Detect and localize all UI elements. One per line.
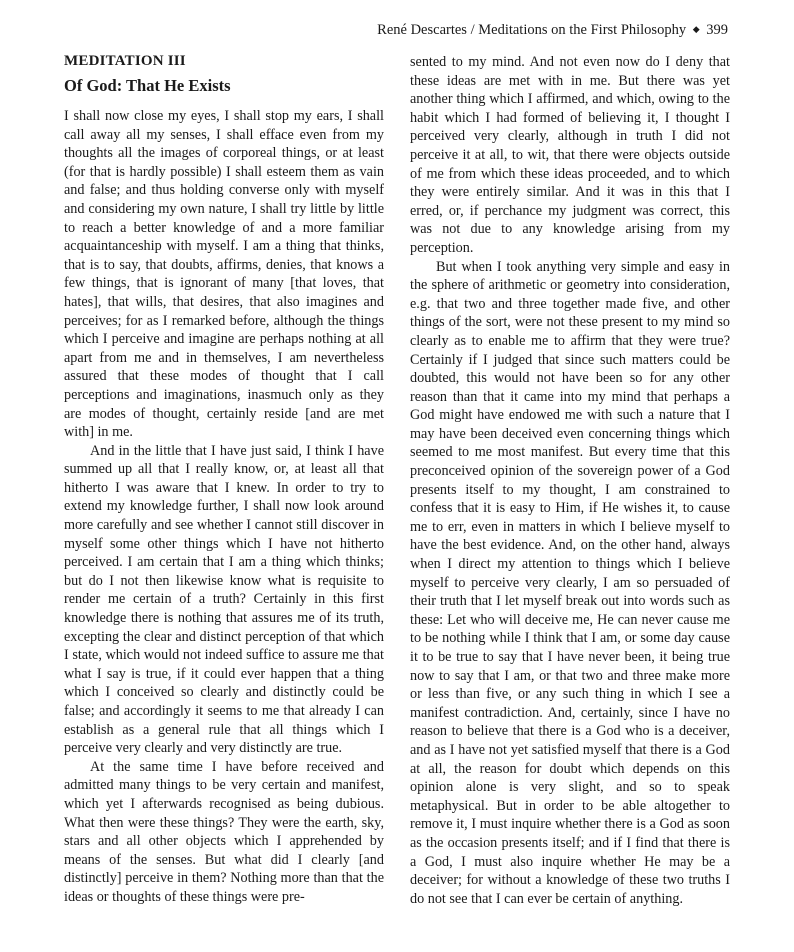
paragraph: sented to my mind. And not even now do I deny that these ideas are met with in me. But there was yet another thing which I affirmed, and which, owing to the habit which I had formed of believing it, I thought I perceived very clearly, although in truth I did not perceive it at all, to wit, that there were objects outside of me from which these ideas proceeded, and to which they were entirely similar. And it was in this that I erred, or, if perchance my judgment was correct, this was not due to any knowledge arising from my perception.: [410, 54, 730, 256]
bullet-icon: ◆: [692, 24, 700, 34]
paragraph: And in the little that I have just said, I think I have summed up all that I really know, or, at least all that hitherto I was aware that I knew. In order to try to extend my knowledge further, I shall now look around more carefully and see whether I cannot still discover in myself some other things which I have not hitherto perceived. I am certain that I am a thing which thinks; but do I not then likewise know what is requisite to render me certain of a truth? Certainly in this first knowledge there is nothing that assures me of its truth, excepting the clear and distinct perception of that which I state, which would not indeed suffice to assure me that what I say is true, if it could ever happen that a thing which I conceived so clearly and distinctly could be false; and accordingly it seems to me that already I can establish as a general rule that all things which I perceive very clearly and very distinctly are true.: [64, 442, 384, 757]
meditation-subheading: Of God: That He Exists: [64, 76, 231, 95]
right-column: [410, 53, 730, 908]
paragraph: I shall now close my eyes, I shall stop my ears, I shall call away all my senses, I shall efface even from my thoughts all the images of corporeal things, or at least (for that is hardly possible) I shall esteem them as vain and false; and thus holding converse only with myself and considering my own nature, I shall try little by little to reach a better knowledge of and a more familiar acquaintanceship with myself. I am a thing that thinks, that is to say, that doubts, affirms, denies, that knows a few things, that is ignorant of many [that loves, that hates], that wills, that desires, that also imagines and perceives; for as I remarked before, although the things which I perceive and imagine are perhaps nothing at all apart from me and in themselves, I am nevertheless assured that these modes of thought that I call perceptions and imaginations, inasmuch only as they are modes of thought, certainly reside [and are met with] in me.: [64, 108, 384, 441]
running-head-author: René Descartes: [377, 22, 467, 38]
running-head-title: Meditations on the First Philosophy: [478, 22, 687, 38]
running-head: [377, 20, 728, 39]
page-number: 399: [706, 22, 728, 38]
left-column: [64, 52, 384, 907]
paragraph: At the same time I have before received and admitted many things to be very certain and manifest, which yet I afterwards recognised as being dubious. What then were these things? They were the earth, sky, stars and all other objects which I apprehended by means of the senses. But what did I clearly [and distinctly] perceive in them? Nothing more than that the ideas or thoughts of these things were pre-: [64, 758, 384, 905]
running-head-separator: /: [470, 22, 475, 38]
meditation-heading: MEDITATION III: [64, 53, 186, 69]
paragraph: But when I took anything very simple and easy in the sphere of arithmetic or geometry into consideration, e.g. that two and three together made five, and other things of the sort, were not these present to my mind so clearly as to enable me to affirm that they were true? Certainly if I judged that since such matters could be doubted, this would not have been so for any other reason than that it came into my mind that perhaps a God might have endowed me with such a nature that I may have been deceived even concerning things which seemed to me most manifest. But every time that this preconceived opinion of the sovereign power of a God presents itself to my thought, I am constrained to confess that it is easy to Him, if He wishes it, to cause me to err, even in matters in which I believe myself to have the best evidence. And, on the other hand, always when I direct my attention to things which I believe myself to perceive very clearly, I am so persuaded of their truth that I let myself break out into words such as these: Let who will deceive me, He can never cause me to be nothing while I think that I am, or some day cause it to be true to say that I have never been, it being true now to say that I am, or that two and three make more or less than five, or any such thing in which I see a manifest contradiction. And, certainly, since I have no reason to believe that there is a God who is a deceiver, and as I have not yet satisfied myself that there is a God at all, the reason for doubt which depends on this opinion alone is very slight, and so to speak metaphysical. But in order to be able altogether to remove it, I must inquire whether there is a God as soon as the occasion presents itself; and if I find that there is a God, I must also inquire whether He may be a deceiver; for without a knowledge of these two truths I do not see that I can ever be certain of anything.: [410, 258, 730, 907]
